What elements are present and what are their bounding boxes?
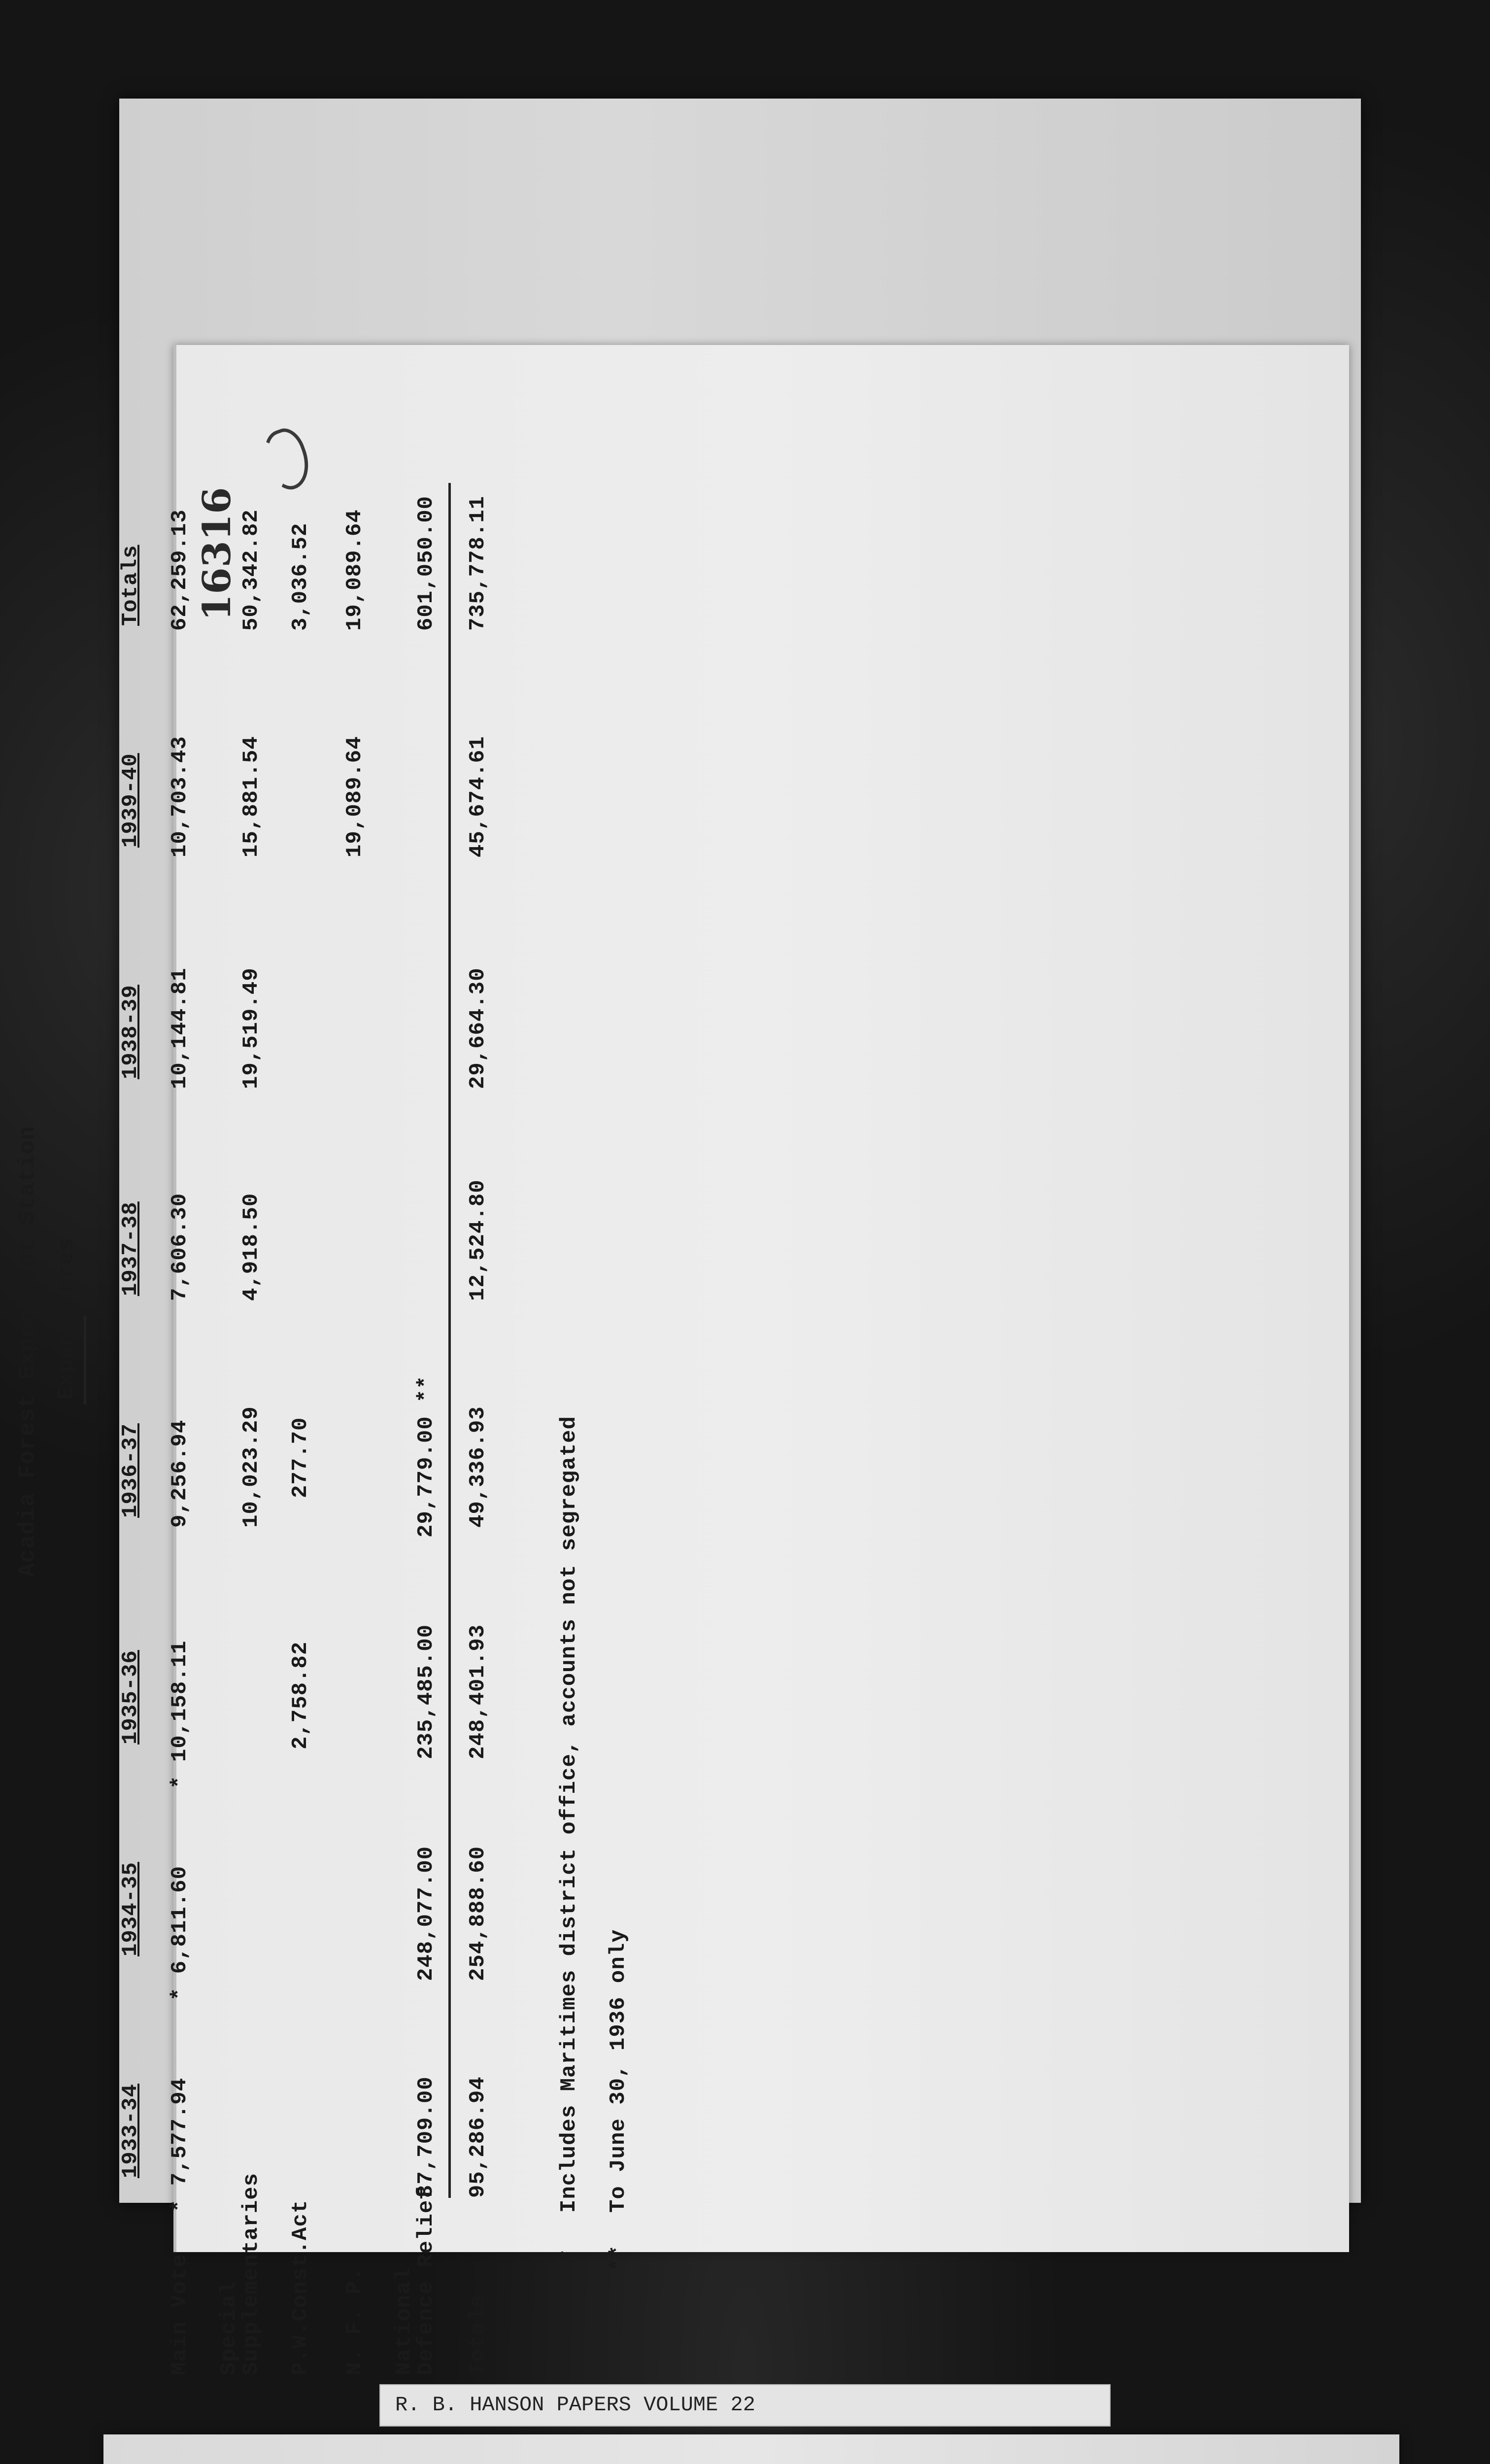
table-cell: 735,778.11 xyxy=(466,495,490,631)
row-label-supplementaries: Supplementaries xyxy=(239,2172,264,2375)
table-cell: 95,286.94 xyxy=(466,2076,490,2198)
row-label-totals: Totals xyxy=(466,2294,490,2375)
table-cell: 87,709.00 xyxy=(414,2076,439,2198)
row-label-nfp: N. F. P. xyxy=(342,2267,367,2375)
table-cell: 62,259.13 xyxy=(168,509,192,631)
row-label-special: Special xyxy=(217,2281,241,2375)
footnote-text: To June 30, 1936 only xyxy=(606,1929,631,2213)
table-cell: 49,336.93 xyxy=(466,1406,490,1528)
row-label-main-vote: Main Vote xyxy=(168,2254,192,2375)
table-cell: 254,888.60 xyxy=(466,1846,490,1981)
volume-tag xyxy=(379,2384,1111,2427)
table-cell: 235,485.00 xyxy=(414,1624,439,1759)
document-title: Acadia Forest Experiment Station xyxy=(15,1126,40,1577)
table-cell: 15,881.54 xyxy=(239,736,264,857)
table-cell: 45,674.61 xyxy=(466,736,490,857)
col-header-1933-34: 1933-34 xyxy=(118,2084,143,2178)
table-cell: 2,758.82 xyxy=(288,1641,313,1749)
table-cell: 19,089.64 xyxy=(342,509,367,631)
table-cell: 9,256.94 xyxy=(168,1419,192,1528)
footnote-text: Includes Maritimes district office, accounts not segregated xyxy=(557,1416,581,2213)
totals-rule xyxy=(448,483,451,2198)
table-cell: 277.70 xyxy=(288,1417,313,1498)
table-cell: 29,664.30 xyxy=(466,967,490,1089)
footnote-mark: ** xyxy=(606,2245,631,2272)
table-cell: 12,524.80 xyxy=(466,1179,490,1301)
sheet-number: 16316 xyxy=(195,487,239,621)
document-subtitle: Expenditures xyxy=(54,1237,79,1400)
col-header-1934-35: 1934-35 xyxy=(118,1862,143,1956)
table-cell: 7,606.30 xyxy=(168,1193,192,1301)
table-cell: 10,703.43 xyxy=(168,736,192,857)
table-cell: 248,401.93 xyxy=(466,1624,490,1759)
expenditure-table xyxy=(15,394,1330,2375)
col-header-totals: Totals xyxy=(118,545,143,626)
footnote-mark: * xyxy=(557,2248,581,2262)
table-cell: * 6,811.60 xyxy=(168,1865,192,2001)
table-cell: 3,036.52 xyxy=(288,522,313,631)
table-cell: 19,089.64 xyxy=(342,736,367,857)
table-cell: 50,342.82 xyxy=(239,509,264,631)
table-cell: * 7,577.94 xyxy=(168,2077,192,2213)
table-cell: 601,050.00 xyxy=(414,495,439,631)
row-label-national: National xyxy=(392,2267,416,2375)
row-label-pw-const-act: P.W.Const.Act xyxy=(288,2199,313,2375)
table-cell: 248,077.00 xyxy=(414,1846,439,1981)
col-header-1939-40: 1939-40 xyxy=(118,753,143,848)
col-header-1938-39: 1938-39 xyxy=(118,985,143,1079)
table-cell: 29,779.00 ** xyxy=(414,1375,439,1538)
table-cell: 19,519.49 xyxy=(239,967,264,1089)
col-header-1936-37: 1936-37 xyxy=(118,1423,143,1518)
table-cell: 10,144.81 xyxy=(168,967,192,1089)
col-header-1937-38: 1937-38 xyxy=(118,1201,143,1296)
table-cell: * 10,158.11 xyxy=(168,1640,192,1789)
volume-label: R. B. HANSON PAPERS VOLUME 22 xyxy=(395,2393,755,2417)
archive-card xyxy=(103,2434,1399,2464)
table-cell: 10,023.29 xyxy=(239,1406,264,1528)
subtitle-rule xyxy=(84,1316,86,1404)
table-cell: 4,918.50 xyxy=(239,1193,264,1301)
row-label-defence-relief: Defence Relief xyxy=(414,2186,439,2375)
col-header-1935-36: 1935-36 xyxy=(118,1650,143,1745)
